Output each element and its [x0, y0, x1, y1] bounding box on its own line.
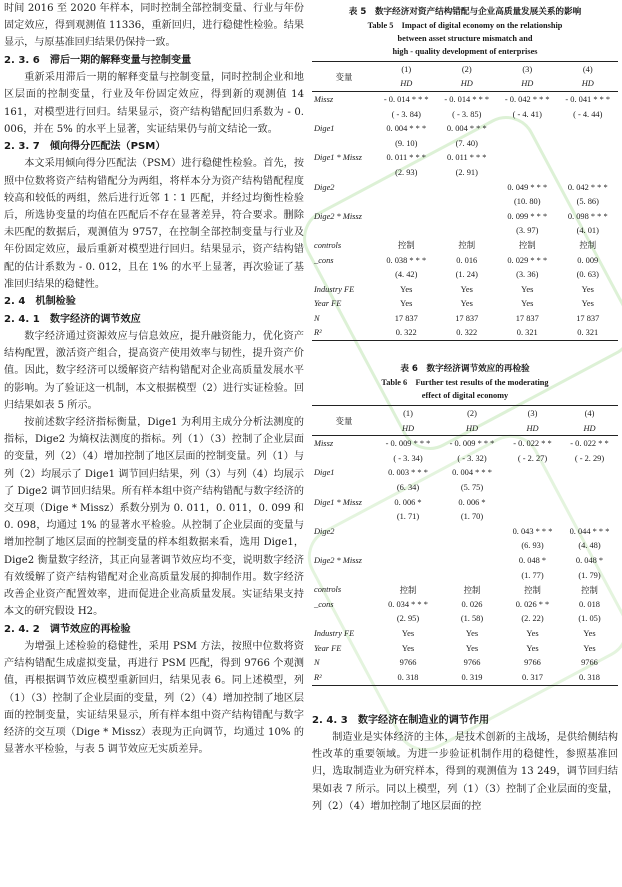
table-row: [312, 326, 618, 341]
table-cell: [440, 553, 504, 568]
table-cell: 0. 038 * * *: [386, 255, 427, 265]
row-label: [312, 107, 376, 122]
table-cell: [558, 165, 619, 180]
table-cell: (10. 80): [513, 197, 541, 207]
variable-header: 变量: [312, 406, 376, 436]
table-cell: (3. 97): [516, 226, 539, 236]
table-row: [312, 597, 618, 612]
table-cell: Yes: [583, 643, 596, 653]
row-label: Missz: [314, 439, 334, 449]
paragraph: 本文采用倾向得分匹配法（PSM）进行稳健性检验。首先，按照中位数将资产结构错配分为两组，将样本分为资产结构错配程度较高和较低的两组，然后进行近邻 1∶1 匹配，并经过均衡性检验后，所选协变量的均值在匹配后不存在显著差异，符合要求。删除未匹配的数据后，观测值为 9757，在控制全部控制变量与行业及年份固定效应，最后重新对模型进行回归。结果显示，资产结构错配的估计系数为 - 0. 012，且在 1% 的水平上显著，再次验证了基准回归结果的稳健性。: [4, 158, 304, 290]
table-row: [312, 194, 618, 209]
table-cell: - 0. 022 * *: [570, 439, 609, 449]
table-row: [312, 539, 618, 554]
column-number: (4): [561, 406, 618, 421]
row-label: Year FE: [314, 643, 342, 653]
dependent-variable: HD: [376, 421, 440, 436]
table-cell: Yes: [460, 299, 473, 309]
row-label: Missz: [314, 94, 334, 104]
table-cell: 0. 026 * *: [515, 599, 550, 609]
table-cell: [437, 180, 498, 195]
table-cell: Yes: [401, 628, 415, 638]
dependent-variable: HD: [376, 77, 437, 92]
table-row: [312, 253, 618, 268]
table-cell: [437, 224, 498, 239]
table-cell: 0. 016: [456, 255, 478, 265]
table-cell: - 0. 009 * * *: [385, 439, 431, 449]
table-cell: 0. 029 * * *: [507, 255, 548, 265]
table-5-caption-en-line2: between asset structure mismatch and: [397, 34, 533, 43]
dependent-variable: HD: [440, 421, 504, 436]
table-cell: 9766: [524, 658, 541, 668]
table-row: [312, 209, 618, 224]
table-row: [312, 655, 618, 670]
column-number: (2): [440, 406, 504, 421]
row-label: [312, 267, 376, 282]
dependent-variable: HD: [437, 77, 498, 92]
table-cell: 0. 004 * * *: [386, 124, 427, 134]
table-cell: (6. 34): [396, 483, 420, 493]
table-cell: Yes: [526, 628, 539, 638]
table-cell: (2. 91): [455, 167, 478, 177]
column-number: (3): [497, 62, 558, 77]
column-number: (2): [437, 62, 498, 77]
table-cell: [437, 209, 498, 224]
table-cell: [558, 121, 619, 136]
column-number: (1): [376, 406, 440, 421]
row-label: _cons: [314, 255, 334, 265]
table-row: [312, 582, 618, 597]
table-cell: (2. 22): [521, 614, 544, 624]
table-header-row: [312, 62, 618, 77]
table-row: [312, 92, 618, 107]
table-cell: [561, 480, 618, 495]
table-row: [312, 495, 618, 510]
table-cell: 控制: [581, 585, 598, 595]
row-label: N: [314, 313, 320, 323]
row-label: controls: [314, 585, 342, 595]
table-cell: 0. 026: [461, 599, 483, 609]
row-label: Industry FE: [314, 628, 355, 638]
table-row: [312, 553, 618, 568]
table-cell: [558, 151, 619, 166]
table-cell: - 0. 014 * * *: [444, 94, 490, 104]
table-cell: [497, 121, 558, 136]
table-header-row: [312, 406, 618, 421]
table-cell: 0. 009: [577, 255, 599, 265]
table-row: [312, 107, 618, 122]
row-label: [312, 224, 376, 239]
row-label: Dige2: [314, 182, 335, 192]
table-cell: 9766: [399, 658, 417, 668]
table-cell: 9766: [581, 658, 598, 668]
table-row: [312, 238, 618, 253]
table-cell: 控制: [463, 585, 481, 595]
table-cell: 控制: [579, 241, 597, 251]
table-cell: [504, 480, 561, 495]
table-cell: [497, 165, 558, 180]
row-label: [312, 136, 376, 151]
row-label: [312, 194, 376, 209]
row-label: Year FE: [314, 299, 342, 309]
table-cell: (2. 93): [395, 167, 418, 177]
table-5: [312, 61, 618, 341]
table-row: [312, 524, 618, 539]
table-cell: ( - 4. 41): [512, 109, 542, 119]
variable-header: 变量: [312, 62, 376, 92]
table-cell: 0. 006 *: [458, 497, 486, 507]
table-cell: Yes: [465, 643, 479, 653]
table-row: [312, 480, 618, 495]
dependent-variable: HD: [558, 77, 619, 92]
table-row: [312, 612, 618, 627]
table-cell: 0. 048 *: [518, 556, 547, 566]
row-label: [312, 612, 376, 627]
paragraph: 制造业是实体经济的主体，是技术创新的主战场，是供给侧结构性改革的重要领域。为进一步验证机制作用的稳健性，参照基准回归，选取制造业为研究样本，得到的观测值为 13 249，调节回归结果如表 7 所示。同以上模型，列（1）（3）控制了企业层面的变量，列（2）（4）增加控制了地区层面的控: [312, 732, 618, 812]
table-cell: (5. 75): [460, 483, 484, 493]
table-cell: Yes: [401, 643, 415, 653]
section-heading-2-4: 2. 4 机制检验: [4, 296, 76, 308]
dependent-variable: HD: [504, 421, 561, 436]
table-cell: 17 837: [394, 313, 418, 323]
table-cell: [440, 524, 504, 539]
table-cell: [376, 539, 440, 554]
paragraph: 数字经济通过资源效应与信息效应，提升融资能力，优化资产结构配置，激活资产组合，提高资产使用效率与韧性，提升资产价值。因此，数字经济可以缓解资产结构错配对企业高质量发展水平的影响。为了验证这一机制，本文根据模型（2）进行实证检验。回归结果如表 5 所示。: [4, 331, 304, 411]
row-label: [312, 568, 376, 583]
table-row: [312, 436, 618, 451]
section-heading-2-3-7: 2. 3. 7 倾向得分匹配法（PSM）: [4, 140, 166, 152]
row-label: Dige2: [314, 526, 335, 536]
table-6-caption-en-line2: effect of digital economy: [421, 391, 509, 401]
table-cell: [558, 136, 619, 151]
table-cell: 0. 099 * * *: [507, 211, 548, 221]
right-column: [312, 0, 618, 815]
table-cell: - 0. 041 * * *: [565, 94, 611, 104]
table-cell: (2. 95): [396, 614, 420, 624]
table-row: [312, 626, 618, 641]
table-row: [312, 224, 618, 239]
table-cell: Yes: [526, 643, 539, 653]
table-cell: Yes: [400, 284, 413, 294]
table-cell: 0. 318: [376, 670, 440, 685]
table-cell: Yes: [400, 299, 413, 309]
table-cell: 控制: [524, 585, 541, 595]
table-cell: 0. 321: [558, 326, 619, 341]
table-cell: [504, 509, 561, 524]
table-cell: - 0. 042 * * *: [504, 94, 550, 104]
row-label: Industry FE: [314, 284, 355, 294]
table-cell: [440, 539, 504, 554]
table-cell: [561, 495, 618, 510]
table-6-block: [312, 363, 618, 685]
table-cell: (4. 48): [578, 541, 601, 551]
paragraph: 重新采用滞后一期的解释变量与控制变量，同时控制企业和地区层面的控制变量，行业及年份固定效应，得到新的观测值 14 161，对模型进行回归。结果显示，资产结构错配回归系数为 - 0. 006，并在 5% 的水平上显著，实证结果仍与前文结论一致。: [4, 72, 304, 135]
table-cell: [376, 209, 437, 224]
table-5-caption-en-line3: high - quality development of enterprises: [392, 47, 538, 56]
table-row: [312, 641, 618, 656]
table-cell: Yes: [460, 284, 473, 294]
row-label: [312, 539, 376, 554]
table-cell: [376, 180, 437, 195]
table-cell: [376, 224, 437, 239]
table-row: [312, 297, 618, 312]
table-cell: (7. 40): [455, 138, 478, 148]
table-cell: (1. 58): [460, 614, 484, 624]
table-cell: 控制: [458, 241, 476, 251]
table-cell: [440, 568, 504, 583]
table-6: [312, 405, 618, 685]
table-cell: (4. 42): [395, 270, 418, 280]
table-cell: 17 837: [455, 313, 479, 323]
table-cell: (5. 86): [576, 197, 599, 207]
table-row: [312, 165, 618, 180]
row-label: Dige1: [314, 124, 335, 134]
table-cell: 0. 321: [497, 326, 558, 341]
table-cell: - 0. 014 * * *: [383, 94, 429, 104]
table-cell: (1. 24): [455, 270, 478, 280]
table-cell: 控制: [399, 585, 417, 595]
section-heading-2-4-3: 2. 4. 3 数字经济在制造业的调节作用: [312, 714, 490, 726]
column-number: (1): [376, 62, 437, 77]
table-cell: [376, 553, 440, 568]
table-cell: 0. 003 * * *: [388, 468, 428, 478]
table-cell: 0. 034 * * *: [388, 599, 428, 609]
table-cell: 0. 322: [376, 326, 437, 341]
table-cell: [376, 194, 437, 209]
table-cell: ( - 3. 32): [457, 453, 487, 463]
row-label: [312, 509, 376, 524]
paragraph: 按前述数字经济指标衡量，Dige1 为利用主成分分析法测度的指标，Dige2 为熵权法测度的指标。列（1）（3）控制了企业层面的变量，列（2）（4）增加控制了地区层面的控制变量。列（1）与列（2）均展示了 Dige1 调节回归结果，列（3）与列（4）均展示了 Dige2 调节回归结果。所有样本组中资产结构错配与数字经济的交互项（Dige * Missz）系数分别为 0. 011，0. 011，0. 099 和 0. 098，均通过 1% 的显著水平检验。从控制了企业层面的变量与增加控制了地区层面的控制变量的样本组数据来看，选用 Dige1，Dige2 衡量数字经济，其正向显著调节效应均不变，说明数字经济有效缓解了资产结构错配对企业高质量发展的抑制作用。数字经济改善企业资产配置效率，进而促进企业高质量发展。实证结果支持本文的研究假设 H2。: [4, 417, 304, 618]
paragraph: 为增强上述检验的稳健性，采用 PSM 方法，按照中位数将资产结构错配生成虚拟变量，再进行 PSM 匹配，得到 9766 个观测值，再根据调节效应模型重新回归，结果见表 6。同上述模型，列（1）（3）控制了企业层面的变量，列（2）（4）增加控制了地区层面的控制变量，实证结果显示，所有样本组中资产结构错配与数字经济的交互项（Dige * Missz）表现为正向调节，均通过 10% 的显著水平检验，与表 5 调节效应无实质差异。: [4, 641, 304, 756]
table-cell: 9766: [463, 658, 481, 668]
table-cell: (1. 05): [578, 614, 601, 624]
table-cell: [504, 495, 561, 510]
table-cell: ( - 3. 84): [391, 109, 421, 119]
table-cell: 控制: [518, 241, 536, 251]
table-cell: 0. 018: [579, 599, 600, 609]
table-5-caption-en-line1: Table 5 Impact of digital economy on the relationship: [367, 21, 563, 30]
table-cell: (0. 63): [576, 270, 599, 280]
table-cell: ( - 3. 85): [452, 109, 482, 119]
table-row: [312, 136, 618, 151]
table-cell: [497, 136, 558, 151]
table-cell: [561, 466, 618, 481]
table-cell: ( - 3. 34): [393, 453, 423, 463]
table-cell: 0. 006 *: [394, 497, 422, 507]
table-cell: ( - 2. 29): [574, 453, 605, 463]
table-row: [312, 568, 618, 583]
row-label: N: [314, 658, 320, 668]
row-label: controls: [314, 240, 342, 250]
table-cell: [497, 151, 558, 166]
table-cell: 0. 098 * * *: [567, 211, 608, 221]
table-cell: 0. 004 * * *: [452, 468, 492, 478]
table-row: [312, 311, 618, 326]
row-label: R²: [312, 670, 376, 685]
table-cell: 0. 042 * * *: [567, 182, 608, 192]
table-cell: [437, 194, 498, 209]
table-cell: 0. 011 * * *: [447, 153, 487, 163]
table-row: [312, 282, 618, 297]
table-cell: (1. 70): [460, 512, 484, 522]
table-cell: 0. 043 * * *: [512, 526, 553, 536]
table-row: [312, 451, 618, 466]
table-cell: (1. 77): [521, 570, 544, 580]
table-6-caption-cn: 表 6 数字经济调节效应的再检验: [400, 364, 530, 375]
table-cell: 0. 318: [561, 670, 618, 685]
table-cell: Yes: [581, 299, 594, 309]
row-label: Dige2 * Missz: [314, 556, 362, 566]
table-cell: - 0. 022 * *: [513, 439, 552, 449]
table-cell: Yes: [583, 628, 596, 638]
table-cell: 0. 049 * * *: [507, 182, 548, 192]
left-column: [4, 0, 304, 758]
table-cell: Yes: [465, 628, 479, 638]
row-label: R²: [312, 326, 376, 341]
table-5-block: [312, 6, 618, 341]
table-cell: 0. 004 * * *: [446, 124, 487, 134]
table-cell: [376, 524, 440, 539]
table-cell: 17 837: [576, 313, 600, 323]
table-row: [312, 509, 618, 524]
table-cell: 0. 048 *: [575, 556, 604, 566]
table-5-caption-cn: 表 5 数字经济对资产结构错配与企业高质量发展关系的影响: [348, 7, 582, 17]
table-cell: 控制: [397, 241, 415, 251]
table-cell: [376, 568, 440, 583]
table-cell: (3. 36): [516, 270, 539, 280]
table-cell: 0. 044 * * *: [569, 526, 610, 536]
table-row: [312, 670, 618, 685]
row-label: [312, 165, 376, 180]
section-heading-2-4-1: 2. 4. 1 数字经济的调节效应: [4, 313, 141, 325]
row-label: Dige2 * Missz: [314, 211, 362, 221]
table-cell: 0. 322: [437, 326, 498, 341]
table-cell: ( - 2. 27): [517, 453, 548, 463]
table-cell: [504, 466, 561, 481]
table-row: [312, 267, 618, 282]
row-label: Dige1 * Missz: [314, 497, 362, 507]
table-cell: Yes: [581, 284, 594, 294]
paragraph: 时间 2016 至 2020 年样本，同时控制全部控制变量、行业与年份固定效应，得到观测值 11336，重新回归，进行稳健性检验。结果显示，与原基准回归结果仍保持一致。: [4, 3, 304, 49]
row-label: Dige1 * Missz: [314, 153, 362, 163]
table-cell: (6. 93): [521, 541, 544, 551]
row-label: Dige1: [314, 468, 335, 478]
dependent-variable: HD: [561, 421, 618, 436]
table-cell: ( - 4. 44): [573, 109, 603, 119]
column-number: (4): [558, 62, 619, 77]
row-label: _cons: [314, 599, 334, 609]
row-label: [312, 480, 376, 495]
table-cell: [561, 509, 618, 524]
table-row: [312, 151, 618, 166]
table-cell: 0. 319: [440, 670, 504, 685]
section-heading-2-3-6: 2. 3. 6 滞后一期的解释变量与控制变量: [4, 54, 192, 66]
table-cell: (9. 10): [395, 138, 418, 148]
table-cell: (1. 71): [396, 512, 420, 522]
table-row: [312, 121, 618, 136]
table-cell: 17 837: [515, 313, 539, 323]
table-cell: Yes: [521, 299, 534, 309]
row-label: [312, 451, 376, 466]
dependent-variable: HD: [497, 77, 558, 92]
table-cell: 0. 011 * * *: [386, 153, 426, 163]
section-heading-2-4-2: 2. 4. 2 调节效应的再检验: [4, 623, 131, 635]
table-cell: - 0. 009 * * *: [449, 439, 495, 449]
table-row: [312, 180, 618, 195]
column-number: (3): [504, 406, 561, 421]
table-cell: Yes: [521, 284, 534, 294]
table-6-caption-en-line1: Table 6 Further test results of the moderating: [381, 378, 549, 388]
table-cell: 0. 317: [504, 670, 561, 685]
table-cell: (4. 01): [576, 226, 599, 236]
table-row: [312, 466, 618, 481]
table-cell: (1. 79): [578, 570, 601, 580]
